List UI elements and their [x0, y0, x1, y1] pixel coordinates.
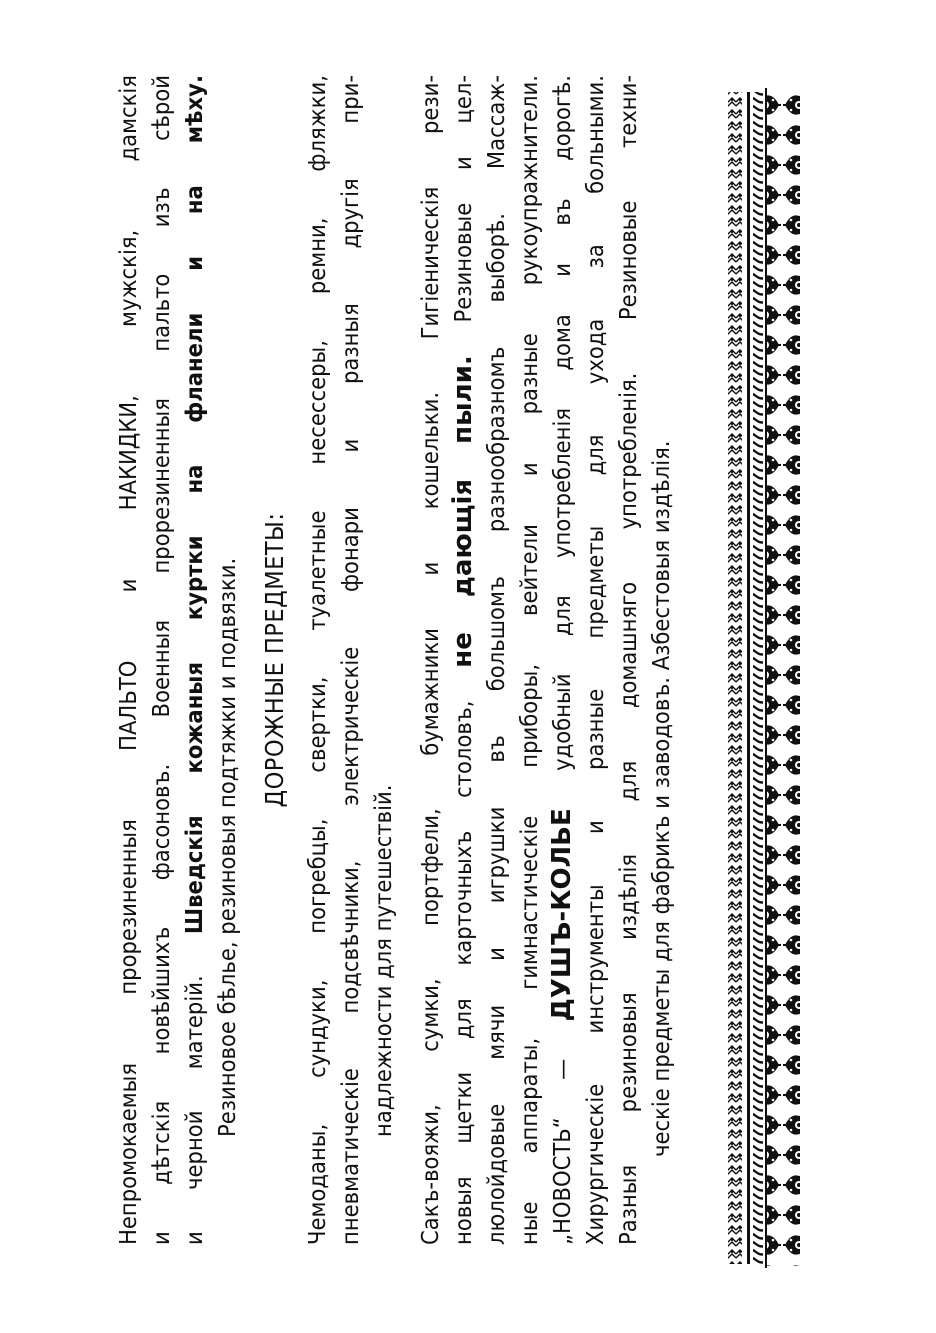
border-rule [747, 92, 750, 1264]
paragraph-3-line-2-start: новыя щетки для карточныхъ столовъ, [449, 700, 477, 1245]
paragraph-1-line-3-bold: Шведскія кожаныя куртки на фланели и на мѣху. [180, 75, 208, 935]
paragraph-3-line-5-start: „НОВОСТЬ“ — [548, 1058, 576, 1245]
paragraph-3-line-2-bold: не дающія пыли. [448, 355, 478, 668]
paragraph-1-line-4: Резиновое бѣлье, резиновыя подтяжки и подвязки. [213, 557, 241, 1137]
paragraph-3-line-2-end: Резиновые и цел- [449, 75, 477, 323]
paragraph-3-line-6: Хирургическіе инструменты и разные предметы для ухода за больными. [581, 75, 609, 1245]
paragraph-3-line-5-end: удобный для употребленія дома и въ дорогѣ. [548, 74, 576, 771]
paragraph-1-line-1: Непромокаемыя прорезиненныя ПАЛЬТО и НАКИДКИ, мужскія, дамскія [114, 75, 142, 1245]
paragraph-3-line-8: ческіе предметы для фабрикъ и заводовъ. Азбестовыя издѣлія. [647, 440, 675, 1157]
paragraph-3-line-7: Разныя резиновыя издѣлія для домашняго употребленія. Резиновые техни- [614, 75, 642, 1245]
chevron-band [728, 92, 742, 1264]
border-inner-rule [765, 88, 767, 1268]
paragraph-3-line-3: люлойдовые мячи и игрушки въ большомъ разнообразномъ выборѣ. Массаж- [482, 75, 510, 1245]
paragraph-2-line-1: Чемоданы, сундуки, погребцы, свертки, туалетные несессеры, ремни, фляжки, [303, 75, 331, 1245]
wavy-rule [753, 92, 763, 1264]
leaf-ornament-band [766, 90, 800, 1266]
paragraph-1-line-3-start: и черной матерій. [180, 975, 208, 1245]
paragraph-1-line-2: и дѣтскія новѣйшихъ фасоновъ. Военныя прорезиненныя пальто изъ сѣрой [147, 75, 175, 1245]
paragraph-2-line-3: надлежности для путешествій. [369, 784, 397, 1137]
paragraph-3-line-4: ные аппараты, гимнастическіе приборы, вейтели и разные рукоупражнители. [515, 75, 543, 1245]
section-heading: ДОРОЖНЫЕ ПРЕДМЕТЫ: [260, 512, 289, 808]
paragraph-2-line-2: пневматическіе подсвѣчники, электрическіе фонари и разныя другія при- [336, 75, 364, 1245]
paragraph-3-line-5-bold: ДУШЪ-КОЛЬЕ [547, 808, 577, 1022]
paragraph-3-line-1: Сакъ-вояжи, сумки, портфели, бумажники и кошельки. Гигіеническія рези- [416, 75, 444, 1245]
